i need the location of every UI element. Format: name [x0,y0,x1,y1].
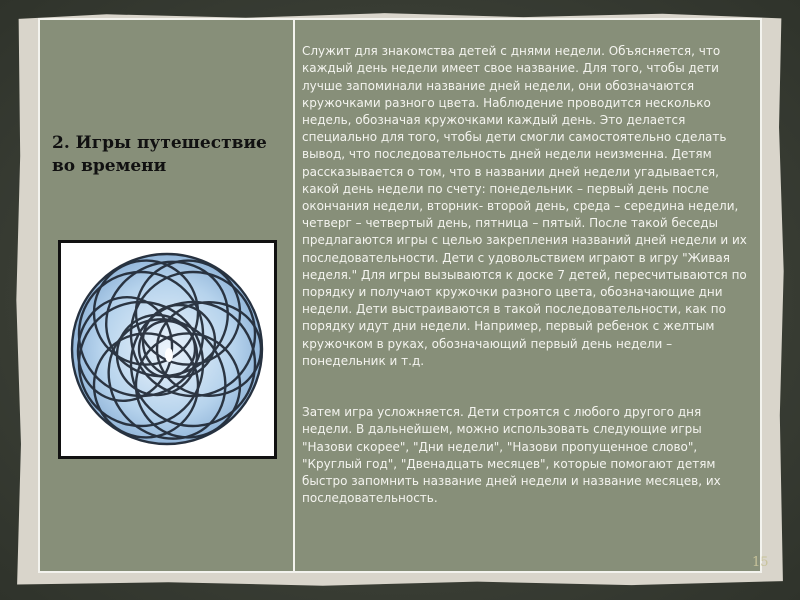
sphere-highlight [165,348,173,362]
sphere-image [58,240,277,459]
sphere-of-rings-icon [61,243,274,456]
page-number: 15 [752,555,769,570]
paragraph-2: Затем игра усложняется. Дети строятся с любого другого дня недели. В дальнейшем, можно использовать следующие игры "Назови скорее", "Дни недели", "Назови пропущенное слово", "Круглый год", "Двенадцать месяцев", которые помогают детям быстро запомнить название дней недели и название месяцев, их последовательность. [302,405,721,506]
content-table [38,18,762,573]
column-divider [293,20,295,571]
section-heading: 2. Игры путешествие во времени [52,133,267,176]
paragraph-1: Служит для знакомства детей с днями недели. Объясняется, что каждый день недели имеет свое название. Для того, чтобы дети лучше запоминали название дней недели, они обозначаются кружочками разного цвета. Наблюдение проводится несколько недель, обозначая кружочками каждый день. Это делается специально для того, чтобы дети смогли самостоятельно сделать вывод, что последовательность дней недели неизменна. Детям рассказывается о том, что в названии дней недели угадывается, какой день недели по счету: понедельник – первый день после окончания недели, вторник- второй день, среда – середина недели, четверг – четвертый день, пятница – пятый. После такой беседы предлагаются игры с целью закрепления названий дней недели и их последовательности. Дети с удовольствием играют в игру "Живая неделя." Для игры вызываются к доске 7 детей, пересчитываются по порядку и получают кружочки разного цвета, обозначающие дни недели. Дети выстраиваются в такой последовательности, как по порядку идут дни недели. Например, первый ребенок с желтым кружочком в руках, обозначающий первый день недели – понедельник и т.д. [302,44,747,368]
body-text [302,26,754,525]
